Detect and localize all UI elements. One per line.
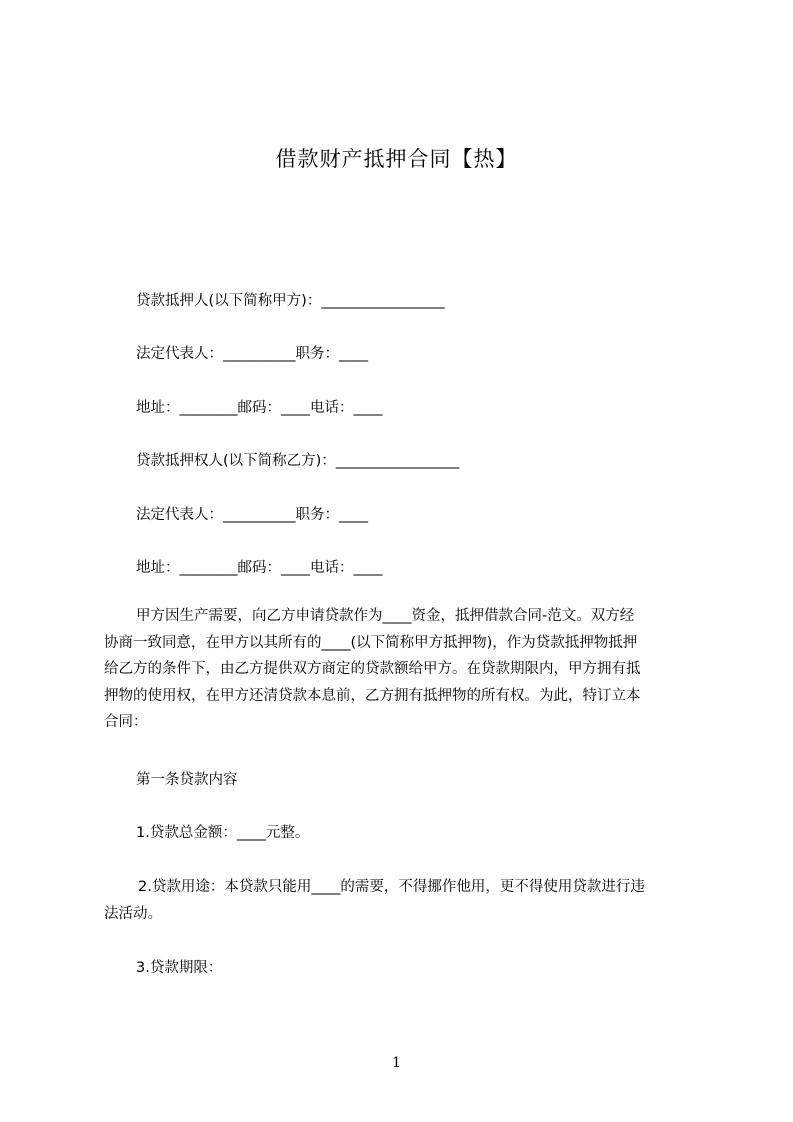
page-number: 1	[392, 1055, 401, 1071]
item-loan-term: 3.贷款期限：	[136, 960, 223, 976]
party-b-address-line: 地址：________邮码：____电话：____	[136, 560, 383, 576]
intro-row: 协商一致同意，在甲方以其所有的____(以下简称甲方抵押物)，作为贷款抵押物抵押	[104, 634, 638, 651]
document-title: 借款财产抵押合同【热】	[275, 147, 518, 171]
item-loan-purpose-row: 2.贷款用途：本贷款只能用____的需要，不得挪作他用，更不得使用贷款进行违	[138, 879, 645, 895]
item-loan-purpose	[104, 874, 700, 927]
party-a-name-line: 贷款抵押人(以下简称甲方)：_________________	[136, 293, 445, 309]
party-b-representative-line: 法定代表人：__________职务：____	[136, 507, 368, 523]
item-loan-amount: 1.贷款总金额：____元整。	[136, 825, 310, 841]
party-a-address-line: 地址：________邮码：____电话：____	[136, 400, 383, 416]
item-loan-purpose-row: 法活动。	[104, 905, 162, 922]
intro-row: 合同：	[104, 714, 148, 730]
intro-row: 给乙方的条件下，由乙方提供双方商定的贷款额给甲方。在贷款期限内，甲方拥有抵	[104, 661, 641, 677]
intro-paragraph	[104, 603, 700, 736]
party-b-name-line: 贷款抵押权人(以下简称乙方)：_________________	[136, 453, 460, 469]
intro-row: 押物的使用权，在甲方还清贷款本息前，乙方拥有抵押物的所有权。为此，特订立本	[104, 687, 641, 704]
article-heading: 第一条贷款内容	[136, 772, 238, 788]
intro-row: 甲方因生产需要，向乙方申请贷款作为____资金，抵押借款合同-范文。双方经	[136, 608, 635, 624]
party-a-representative-line: 法定代表人：__________职务：____	[136, 346, 368, 362]
